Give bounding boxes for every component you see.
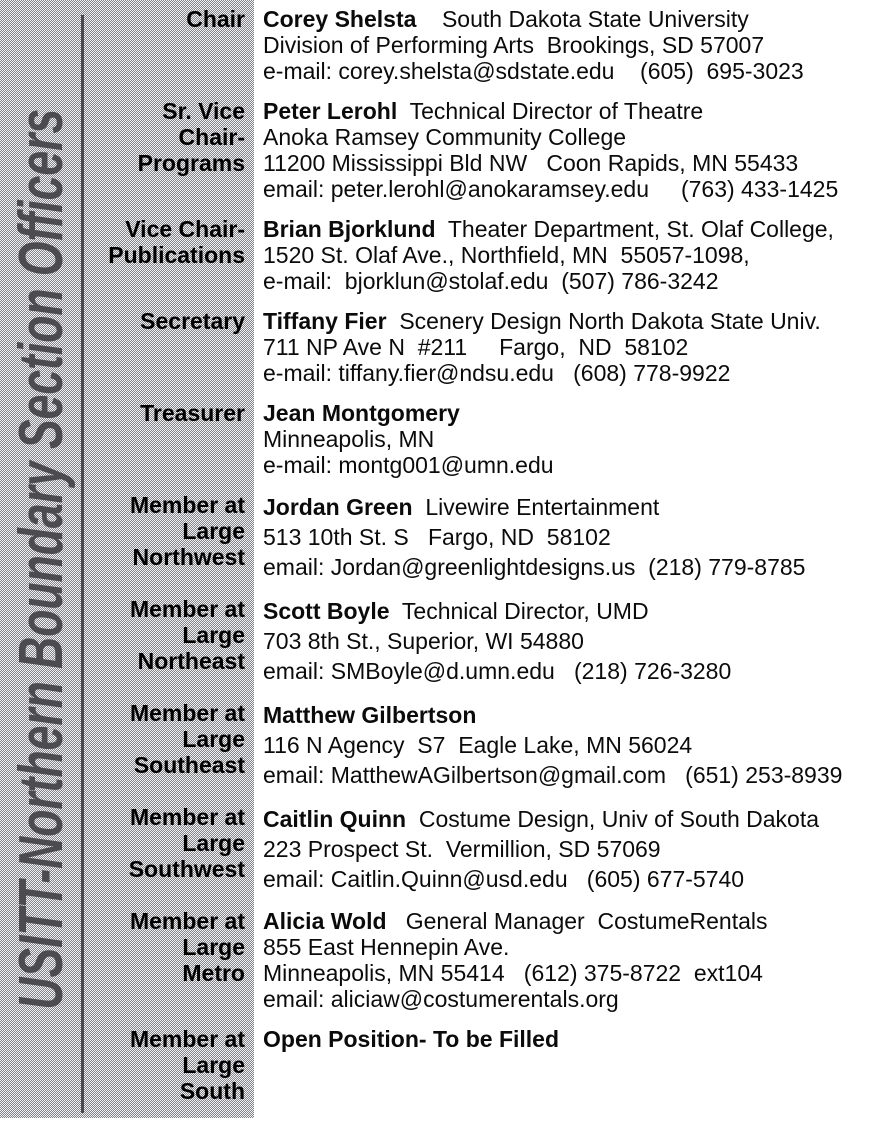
detail-line (263, 216, 890, 242)
role-label (84, 804, 254, 882)
role-label (84, 6, 254, 32)
officer-details (254, 908, 890, 1012)
role-label-line: Treasurer (140, 400, 245, 426)
detail-text: email: Jordan@greenlightdesigns.us (218) 779-8785 (263, 554, 806, 580)
officer-row (84, 908, 890, 1012)
role-label-line: Programs (137, 150, 245, 176)
detail-text: email: Caitlin.Quinn@usd.edu (605) 677-5740 (263, 866, 745, 892)
role-label (84, 400, 254, 426)
detail-line (263, 1026, 890, 1052)
detail-text: e-mail: bjorklun@stolaf.edu (507) 786-3242 (263, 268, 719, 294)
role-label-line: Large (182, 518, 245, 544)
detail-line (263, 596, 890, 626)
detail-line (263, 656, 890, 686)
officer-name: Corey Shelsta (263, 6, 417, 32)
role-label (84, 308, 254, 334)
detail-line (263, 308, 890, 334)
officer-name: Jean Montgomery (263, 400, 460, 426)
detail-line (263, 124, 890, 150)
officer-details (254, 98, 890, 202)
officer-name: Jordan Green (263, 494, 413, 520)
detail-line (263, 804, 890, 834)
role-label (84, 216, 254, 268)
officers-list (84, 6, 890, 1118)
detail-text: Division of Performing Arts Brookings, SD 57007 (263, 32, 765, 58)
detail-line (263, 32, 890, 58)
detail-line (263, 522, 890, 552)
detail-line (263, 760, 890, 790)
detail-text: Minneapolis, MN (263, 426, 435, 452)
officer-row (84, 492, 890, 582)
officer-name: Alicia Wold (263, 908, 387, 934)
detail-text: email: SMBoyle@d.umn.edu (218) 726-3280 (263, 658, 732, 684)
detail-line (263, 700, 890, 730)
detail-line (263, 986, 890, 1012)
detail-line (263, 864, 890, 894)
officer-name: Open Position- To be Filled (263, 1026, 560, 1052)
role-label-line: Member at (129, 492, 245, 518)
detail-text: 855 East Hennepin Ave. (263, 934, 510, 960)
role-label-line: Member at (129, 596, 245, 622)
role-label-line: Vice Chair- (125, 216, 245, 242)
role-label-line: Northwest (132, 544, 245, 570)
role-label-line: Chair (186, 6, 245, 32)
role-label-line: Publications (108, 242, 245, 268)
role-label-line: Chair- (178, 124, 245, 150)
detail-line (263, 492, 890, 522)
officer-details (254, 1026, 890, 1052)
officer-details (254, 216, 890, 294)
role-label-line: Large (182, 622, 245, 648)
detail-line (263, 150, 890, 176)
officer-name: Scott Boyle (263, 598, 390, 624)
role-label-line: Large (182, 1052, 245, 1078)
detail-text: email: peter.lerohl@anokaramsey.edu (763) 433-1425 (263, 176, 839, 202)
detail-line (263, 334, 890, 360)
role-label-line: Large (182, 830, 245, 856)
detail-line (263, 730, 890, 760)
role-label-line: Large (182, 726, 245, 752)
detail-line (263, 268, 890, 294)
role-label-line: Member at (129, 1026, 245, 1052)
detail-line (263, 98, 890, 124)
detail-line (263, 426, 890, 452)
role-label-line: South (179, 1078, 245, 1104)
officer-row (84, 308, 890, 386)
officer-row (84, 804, 890, 894)
officer-name: Peter Lerohl (263, 98, 398, 124)
role-label-line: Metro (182, 960, 245, 986)
detail-line (263, 908, 890, 934)
detail-text: Costume Design, Univ of South Dakota (406, 806, 820, 832)
role-label-line: Secretary (140, 308, 245, 334)
role-label-line: Sr. Vice (162, 98, 245, 124)
officer-details (254, 596, 890, 686)
detail-line (263, 58, 890, 84)
detail-line (263, 552, 890, 582)
detail-line (263, 934, 890, 960)
detail-line (263, 960, 890, 986)
detail-text: Minneapolis, MN 55414 (612) 375-8722 ext104 (263, 960, 763, 986)
detail-text: 711 NP Ave N #211 Fargo, ND 58102 (263, 334, 689, 360)
role-label (84, 98, 254, 176)
role-label (84, 700, 254, 778)
officer-details (254, 400, 890, 478)
officer-name: Brian Bjorklund (263, 216, 436, 242)
officer-name: Matthew Gilbertson (263, 702, 477, 728)
officer-details (254, 6, 890, 84)
detail-text: Anoka Ramsey Community College (263, 124, 627, 150)
officer-row (84, 6, 890, 84)
detail-text: Livewire Entertainment (412, 494, 660, 520)
role-label (84, 1026, 254, 1104)
detail-line (263, 626, 890, 656)
officer-details (254, 804, 890, 894)
officer-details (254, 700, 890, 790)
role-label-line: Southeast (133, 752, 245, 778)
officer-details (254, 492, 890, 582)
role-label (84, 908, 254, 986)
detail-line (263, 6, 890, 32)
detail-text: e-mail: montg001@umn.edu (263, 452, 554, 478)
officer-row (84, 700, 890, 790)
detail-text: e-mail: corey.shelsta@sdstate.edu (605) 695-3023 (263, 58, 804, 84)
detail-text: 513 10th St. S Fargo, ND 58102 (263, 524, 611, 550)
detail-text: General Manager CostumeRentals (386, 908, 768, 934)
detail-text: 116 N Agency S7 Eagle Lake, MN 56024 (263, 732, 693, 758)
role-label-line: Southwest (128, 856, 245, 882)
role-label-line: Member at (129, 804, 245, 830)
officer-name: Tiffany Fier (263, 308, 387, 334)
page-title: USITT-Northern Boundary Section Officers (7, 108, 76, 1010)
officer-row (84, 400, 890, 478)
role-label-line: Member at (129, 908, 245, 934)
detail-text: Technical Director, UMD (389, 598, 649, 624)
officer-details (254, 308, 890, 386)
detail-line (263, 452, 890, 478)
detail-text: Scenery Design North Dakota State Univ. (386, 308, 821, 334)
detail-line (263, 834, 890, 864)
officer-row (84, 1026, 890, 1104)
officer-row (84, 596, 890, 686)
detail-line (263, 360, 890, 386)
officer-name: Caitlin Quinn (263, 806, 407, 832)
detail-text: Theater Department, St. Olaf College, (435, 216, 834, 242)
role-label-line: Member at (129, 700, 245, 726)
detail-line (263, 176, 890, 202)
role-label (84, 492, 254, 570)
detail-text: 11200 Mississippi Bld NW Coon Rapids, MN 55433 (263, 150, 799, 176)
detail-text: email: MatthewAGilbertson@gmail.com (651) 253-8939 (263, 762, 843, 788)
detail-text: Technical Director of Theatre (397, 98, 704, 124)
officer-row (84, 98, 890, 202)
detail-text: 1520 St. Olaf Ave., Northfield, MN 55057-1098, (263, 242, 750, 268)
detail-line (263, 400, 890, 426)
detail-text: email: aliciaw@costumerentals.org (263, 986, 619, 1012)
detail-line (263, 242, 890, 268)
detail-text: 703 8th St., Superior, WI 54880 (263, 628, 584, 654)
role-label (84, 596, 254, 674)
role-label-line: Northeast (137, 648, 245, 674)
detail-text: e-mail: tiffany.fier@ndsu.edu (608) 778-9922 (263, 360, 731, 386)
role-label-line: Large (182, 934, 245, 960)
officer-row (84, 216, 890, 294)
detail-text: 223 Prospect St. Vermillion, SD 57069 (263, 836, 661, 862)
detail-text: South Dakota State University (416, 6, 749, 32)
